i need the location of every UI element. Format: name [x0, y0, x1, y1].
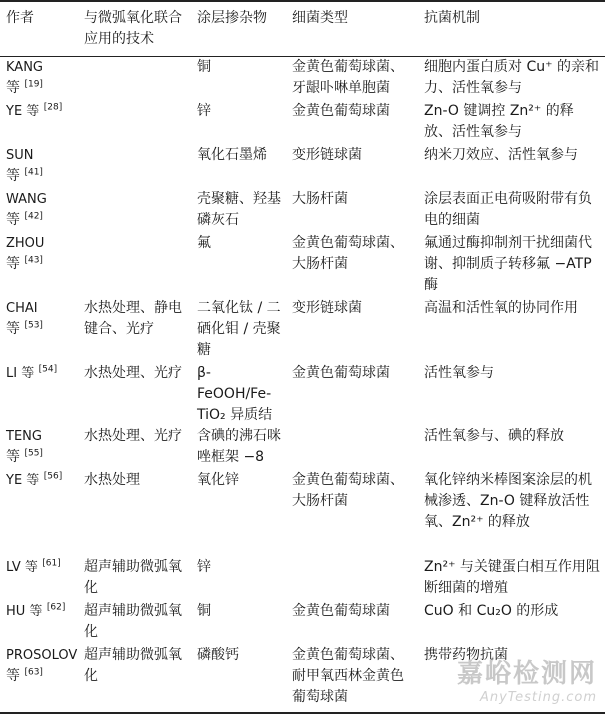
author-suffix: 等 — [6, 255, 20, 272]
cell-bacteria: 变形链球菌 — [292, 146, 362, 163]
reference-number: [53] — [24, 319, 43, 330]
author-suffix: 等 — [6, 167, 20, 184]
cell-mechanism: Zn-O 键调控 Zn²⁺ 的释放、活性氧参与 — [424, 102, 574, 140]
header-row — [0, 1, 605, 57]
reference-number: [41] — [24, 166, 43, 177]
reference-number: [54] — [38, 363, 58, 374]
cell-technique: 水热处理、光疗 — [84, 364, 182, 381]
reference-number: [19] — [24, 79, 43, 90]
cell-mechanism: 携带药物抗菌 — [424, 646, 508, 663]
header-mechanism: 抗菌机制 — [424, 10, 480, 26]
author-name: YE 等 — [6, 103, 40, 119]
cell-mechanism: 高温和活性氧的协同作用 — [424, 299, 578, 316]
reference-number: [63] — [24, 666, 43, 677]
table-row — [0, 189, 605, 233]
table-row — [0, 233, 605, 298]
author-name: KANG — [6, 60, 43, 75]
cell-technique: 超声辅助微弧氧化 — [84, 602, 182, 640]
reference-number: [56] — [43, 470, 63, 481]
reference-number: [28] — [43, 101, 63, 112]
cell-dopant: 磷酸钙 — [197, 646, 239, 663]
cell-author — [0, 470, 78, 557]
cell-bacteria: 金黄色葡萄球菌 — [292, 602, 390, 619]
cell-mechanism: 涂层表面正电荷吸附带有负电的细菌 — [424, 190, 592, 228]
cell-dopant: 氟 — [197, 234, 211, 251]
author-name: PROSOLOV — [6, 647, 78, 663]
cell-author — [0, 426, 78, 470]
cell-technique: 超声辅助微弧氧化 — [84, 558, 182, 596]
cell-bacteria: 大肠杆菌 — [292, 190, 348, 207]
table-row — [0, 57, 605, 101]
cell-author — [0, 57, 78, 101]
table-row — [0, 470, 605, 557]
cell-bacteria: 金黄色葡萄球菌、大肠杆菌 — [292, 234, 404, 272]
table-row — [0, 298, 605, 363]
reference-number: [62] — [46, 601, 66, 612]
cell-bacteria: 金黄色葡萄球菌 — [292, 102, 390, 119]
author-name: TENG — [6, 428, 42, 444]
cell-mechanism: Zn²⁺ 与关键蛋白相互作用阻断细菌的增殖 — [424, 558, 600, 596]
cell-author — [0, 145, 78, 189]
cell-author — [0, 557, 78, 601]
table-row — [0, 601, 605, 645]
cell-mechanism: 纳米刀效应、活性氧参与 — [424, 146, 578, 163]
cell-bacteria: 金黄色葡萄球菌、耐甲氧西林金黄色葡萄球菌 — [292, 646, 404, 705]
cell-author — [0, 233, 78, 298]
cell-technique — [78, 57, 191, 101]
table-row — [0, 645, 605, 713]
cell-bacteria: 金黄色葡萄球菌 — [292, 364, 390, 381]
cell-bacteria — [286, 426, 418, 470]
cell-author — [0, 363, 78, 426]
table-row — [0, 101, 605, 145]
author-suffix: 等 — [6, 320, 20, 337]
author-suffix: 等 — [6, 211, 20, 228]
reference-number: [55] — [24, 447, 43, 458]
header-technique: 与微弧氧化联合应用的技术 — [84, 10, 182, 47]
cell-bacteria: 变形链球菌 — [292, 299, 362, 316]
author-name: CHAI — [6, 300, 38, 316]
cell-dopant: 氧化锌 — [197, 471, 239, 488]
header-bacteria: 细菌类型 — [292, 10, 348, 26]
cell-bacteria — [286, 557, 418, 601]
cell-dopant: 氧化石墨烯 — [197, 146, 267, 163]
cell-bacteria: 金黄色葡萄球菌、牙龈卟啉单胞菌 — [292, 59, 404, 96]
author-name: LV 等 — [6, 559, 38, 575]
cell-dopant: β-FeOOH/Fe-TiO₂ 异质结 — [197, 364, 273, 423]
cell-technique: 水热处理、光疗 — [84, 427, 182, 444]
watermark-cn: 嘉峪检测网 — [456, 659, 597, 689]
reference-number: [43] — [24, 254, 43, 265]
cell-technique: 水热处理 — [84, 471, 140, 488]
table-row — [0, 557, 605, 601]
cell-author — [0, 298, 78, 363]
author-name: SUN — [6, 147, 34, 163]
table-row — [0, 145, 605, 189]
cell-mechanism: CuO 和 Cu₂O 的形成 — [424, 602, 559, 619]
author-name: YE 等 — [6, 472, 40, 488]
author-name: HU 等 — [6, 603, 43, 619]
cell-technique — [78, 101, 191, 145]
cell-dopant: 锌 — [197, 558, 211, 575]
table-row — [0, 426, 605, 470]
cell-mechanism: 活性氧参与、碘的释放 — [424, 427, 564, 444]
reference-number: [61] — [42, 557, 61, 568]
cell-technique — [78, 233, 191, 298]
cell-author — [0, 601, 78, 645]
cell-dopant: 锌 — [197, 102, 211, 119]
cell-technique: 超声辅助微弧氧化 — [84, 646, 182, 684]
cell-technique — [78, 145, 191, 189]
author-suffix: 等 — [6, 667, 20, 684]
author-name: ZHOU — [6, 235, 45, 251]
cell-mechanism: 活性氧参与 — [424, 364, 494, 381]
cell-bacteria: 金黄色葡萄球菌、大肠杆菌 — [292, 471, 404, 509]
cell-technique: 水热处理、静电键合、光疗 — [84, 299, 182, 337]
cell-mechanism: 细胞内蛋白质对 Cu⁺ 的亲和力、活性氧参与 — [424, 59, 599, 96]
reference-number: [42] — [24, 210, 43, 221]
cell-dopant: 二氧化钛 / 二硒化钼 / 壳聚糖 — [197, 299, 281, 358]
cell-author — [0, 645, 78, 713]
watermark-en: AnyTesting.com — [479, 690, 597, 705]
author-name: WANG — [6, 191, 47, 207]
header-dopant: 涂层掺杂物 — [197, 10, 267, 26]
header-author: 作者 — [6, 10, 34, 26]
author-suffix: 等 — [6, 80, 20, 96]
cell-technique — [78, 189, 191, 233]
author-name: LI 等 — [6, 365, 35, 381]
table-row — [0, 363, 605, 426]
cell-dopant: 壳聚糖、羟基磷灰石 — [197, 190, 281, 228]
cell-dopant: 铜 — [197, 602, 211, 619]
author-suffix: 等 — [6, 448, 20, 465]
cell-dopant: 含碘的沸石咪唑框架 −8 — [197, 427, 281, 465]
cell-mechanism: 氧化锌纳米棒图案涂层的机械渗透、Zn-O 键释放活性氧、Zn²⁺ 的释放 — [424, 471, 592, 530]
cell-mechanism: 氟通过酶抑制剂干扰细菌代谢、抑制质子转移氟 −ATP 酶 — [424, 234, 592, 293]
cell-author — [0, 101, 78, 145]
cell-dopant: 铜 — [197, 59, 211, 75]
cell-author — [0, 189, 78, 233]
